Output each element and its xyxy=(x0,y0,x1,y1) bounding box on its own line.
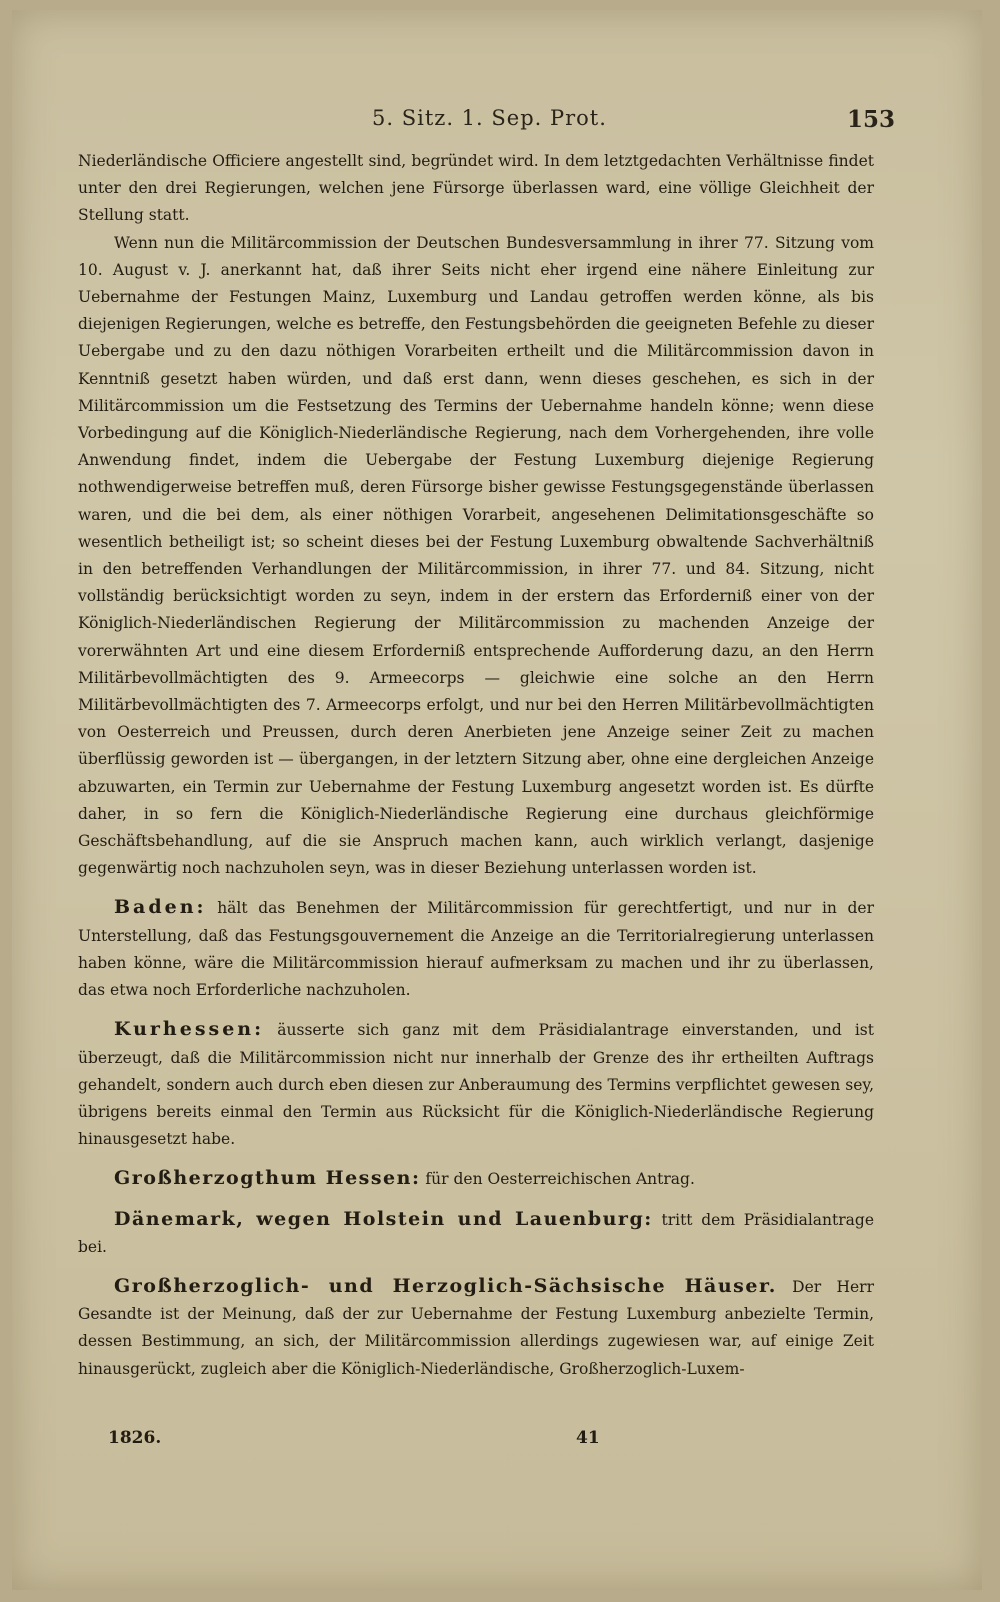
speaker-heading: Baden: xyxy=(114,896,207,919)
paragraph-baden xyxy=(78,894,874,1004)
paragraph-text: tritt dem Präsidialantrage bei. xyxy=(78,1210,874,1256)
paragraph-saechsische-haeuser xyxy=(78,1273,874,1383)
page-number: 153 xyxy=(847,106,896,133)
paragraph-text: hält das Benehmen der Militärcommission für gerechtfertigt, und nur in der Unterstellung, daß das Festungsgouvernement die Anzeige an die Territorialregierung unterlassen haben könne, wäre die Militärcommission hierauf aufmerksam zu machen und ihr zu überlassen, das etwa noch Erforderliche nachzuholen. xyxy=(78,899,874,1000)
paragraph-text: für den Oesterreichischen Antrag. xyxy=(425,1170,695,1189)
speaker-heading: Kurhessen: xyxy=(114,1018,265,1041)
paragraph-text: Niederländische Officiere angestellt sind, begründet wird. In dem letztgedachten Verhältnisse findet unter den drei Regierungen, welchen jene Fürsorge überlassen ward, eine völlige Gleichheit der Stellung statt. xyxy=(78,152,874,225)
paragraph-militaercommission xyxy=(78,230,874,883)
page-footer xyxy=(12,1428,982,1458)
paragraph-text: äusserte sich ganz mit dem Präsidialantrage einverstanden, und ist überzeugt, daß die Militärcommission nicht nur innerhalb der Grenze des ihr ertheilten Auftrags gehandelt, sondern auch durch eben diesen zur Anberaumung des Termins verpflichtet gewesen sey, übrigens bereits einmal den Termin aus Rücksicht für die Königlich-Niederländische Regierung hinausgesetzt habe. xyxy=(78,1021,874,1149)
signature-mark: 41 xyxy=(576,1428,600,1448)
speaker-heading: Großherzoglich- und Herzoglich-Sächsische Häuser. xyxy=(114,1274,777,1297)
paragraph-text: Der Herr Gesandte ist der Meinung, daß der zur Uebernahme der Festung Luxemburg anbezielte Termin, dessen Bestimmung, an sich, der Militärcommission allerdings zugewiesen war, auf einige Zeit hinausgerückt, zugleich aber die Königlich-Niederländische, Großherzoglich-Luxem- xyxy=(78,1277,874,1378)
page-body xyxy=(78,148,874,1383)
page-header xyxy=(12,106,982,138)
paragraph-kurhessen xyxy=(78,1016,874,1153)
paragraph-text: Wenn nun die Militärcommission der Deutschen Bundesversammlung in ihrer 77. Sitzung vom 10. August v. J. anerkannt hat, daß ihrer Seits nicht eher irgend eine nähere Einleitung zur Uebernahme der Festungen Mainz, Luxemburg und Landau getroffen werden könne, als bis diejenigen Regierungen, welche es betreffe, den Festungsbehörden die geeigneten Befehle zu dieser Uebergabe und zu den dazu nöthigen Vorarbeiten ertheilt und die Militärcommission davon in Kenntniß gesetzt haben würden, und daß erst dann, wenn dieses geschehen, es sich in der Militärcommission um die Festsetzung des Termins der Uebernahme handeln könne; wenn diese Vorbedingung auf die Königlich-Niederländische Regierung, nach dem Vorhergehenden, ihre volle Anwendung findet, indem die Uebergabe der Festung Luxemburg diejenige Regierung nothwendigerweise betreffen muß, deren Fürsorge bisher gewisse Festungsgegenstände überlassen waren, und die bei dem, als einer nöthigen Vorarbeit, angesehenen Delimitationsgeschäfte so wesentlich betheiligt ist; so scheint dieses bei der Festung Luxemburg obwaltende Sachverhältniß in den betreffenden Verhandlungen der Militärcommission, in ihrer 77. und 84. Sitzung, nicht vollständig berücksichtigt worden zu seyn, indem in der erstern das Erforderniß einer von der Königlich-Niederländischen Regierung der Militärcommission zu machenden Anzeige der vorerwähnten Art und eine diesem Erforderniß entsprechende Aufforderung dazu, an den Herrn Militärbevollmächtigten des 9. Armeecorps — gleichwie eine solche an den Herrn Militärbevollmächtigten des 7. Armeecorps erfolgt, und nur bei den Herren Militärbevollmächtigten von Oesterreich und Preussen, durch deren Anerbieten jene Anzeige seiner Zeit zu machen überflüssig geworden ist — übergangen, in der letztern Sitzung aber, ohne eine dergleichen Anzeige abzuwarten, ein Termin zur Uebernahme der Festung Luxemburg angesetzt worden ist. Es dürfte daher, in so fern die Königlich-Niederländische Regierung eine durchaus gleichförmige Geschäftsbehandlung, auf die sie Anspruch machen kann, auch wirklich verlangt, dasjenige gegenwärtig noch nachzuholen seyn, was in dieser Beziehung unterlassen worden ist. xyxy=(78,233,874,878)
paragraph-hessen xyxy=(78,1165,874,1193)
speaker-heading: Dänemark, wegen Holstein und Lauenburg: xyxy=(114,1207,653,1230)
speaker-heading: Großherzogthum Hessen: xyxy=(114,1167,421,1190)
document-page xyxy=(12,10,982,1590)
paragraph-daenemark xyxy=(78,1206,874,1261)
footer-year: 1826. xyxy=(108,1428,162,1448)
running-title: 5. Sitz. 1. Sep. Prot. xyxy=(372,106,607,130)
paragraph-continuation xyxy=(78,148,874,230)
